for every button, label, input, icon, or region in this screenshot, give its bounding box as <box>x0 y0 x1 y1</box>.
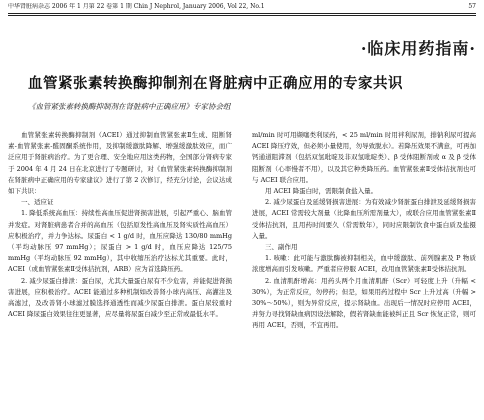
heading-indications: 一、适应证 <box>21 198 54 207</box>
article-title: 血管紧张素转换酶抑制剂在肾脏病中正确应用的专家共识 <box>28 75 403 92</box>
paragraph-combination-therapy: ml/min 时可用缬噻类利尿药，< 25 ml/min 时用袢利尿剂，排钠利尿可提高 ACEI 降压疗效，但必须小量使用，勿导致脱水）。若降压效果不满意，可再加钙通道阻滞剂（包括双氢吡啶及非双氢吡啶类）、β 受体阻断剂或 α 及 β 受体阻断剂（心率慢者不用），以及其它种类降压药。血管紧张素Ⅱ受体拮抗剂也可与 ACEI 联合应用。 <box>252 131 476 184</box>
paragraph-creatinine: 2. 血清肌酐增高：用药头两个月血清肌酐（Scr）可轻度上升（升幅 < 30%），为正常反应，勿停药；但是，如果用药过程中 Scr 上升过高（升幅 > 30%～50%），则为异常反应，提示肾缺血。出现后一情况时应停用 ACEI，并努力寻找肾缺血病因设法解除，假若肾缺血能被纠正且 Scr 恢复正常，则可再用 ACEI，否则，不宜再用。 <box>252 276 476 330</box>
header-rule-top <box>8 13 476 14</box>
header-rule-bottom <box>8 15 476 16</box>
section-label: ·临床用药指南· <box>360 39 476 58</box>
paragraph-reduce-protein: 2. 减少尿蛋白排泄：蛋白尿，尤其大量蛋白尿有不少危害，并能促进肾损害进展，应积极治疗。ACEI 能通过多种机制如改善肾小球内高压、高灌注及高滤过，及改善肾小球滤过膜选择通透性而减少尿蛋白排泄。蛋白尿较重时 ACEI 降尿蛋白效果往往更显著，应尽量将尿蛋白减少至正常或最低水平。 <box>8 276 232 319</box>
intro-paragraph: 血管紧张素转换酶抑制剂（ACEI）通过抑制血管紧张素Ⅱ生成、阻断肾素-血管紧张素-醛固酮系统作用，及抑制缓激肽降解、增强缓激肽效应，而广泛应用于肾脏病治疗。为了更合理、安全地应用这类药物，全国部分肾病专家于 2004 年 4 月 24 日在北京进行了专题研讨，对《血管紧张素转换酶抑制剂在肾脏病中正确应用的专家建议》进行了第 2 次修订，经充分讨论，会议达成如下共识： <box>8 131 232 196</box>
paragraph-cough: 1. 咳嗽：此可能与激肽酶被抑制相关，血中缓激肽、前列腺素及 P 物质浓度增高而引发咳嗽。严重者应停服 ACEI，改用血管紧张素Ⅱ受体拮抗剂。 <box>252 254 476 274</box>
paragraph-lower-bp: 1. 降低系统高血压：持续性高血压促进肾损害进展，引起严重心、脑血管并发症。对肾脏病患者合并的高血压（包括原发性高血压及肾实质性高血压）应积极治疗，并力争达标。尿蛋白 < 1 g/d 时，血压应降达 130/80 mmHg（平均动脉压 97 mmHg）；尿蛋白 > 1 g/d 时，血压应降达 125/75 mmHg（平均动脉压 92 mmHg），其中收缩压治疗达标尤其重要。此时，ACEI（或血管紧张素Ⅱ受体拮抗剂，ARB）应为首选降压药。 <box>8 209 232 274</box>
article-byline: 《血管紧张素转换酶抑制剂在肾脏病中正确应用》专家协会组 <box>28 102 231 111</box>
paragraph-salt-limit: 用 ACEI 降蛋白时，需限制食盐入量。 <box>265 187 378 196</box>
heading-side-effects: 三、副作用 <box>265 243 298 252</box>
page-number: 57 <box>468 3 476 10</box>
left-column <box>8 130 232 320</box>
paragraph-dosage: 2. 减少尿蛋白及延缓肾损害进展：为有效减少肾脏蛋白排泄及延缓肾损害进展，ACEI 常需较大剂量（比降血压所需剂量大），或联合应用血管紧张素Ⅱ受体拮抗剂，且用药时间要久（常需数年），同时应限制饮食中蛋白质及盐摄入量。 <box>252 198 476 240</box>
running-header <box>8 3 476 11</box>
journal-citation: 中华肾脏病杂志 2006 年 1 月第 22 卷第 1 期 Chin J Nephrol, January 2006, Vol 22, No.1 <box>8 3 265 10</box>
right-column <box>252 130 476 332</box>
